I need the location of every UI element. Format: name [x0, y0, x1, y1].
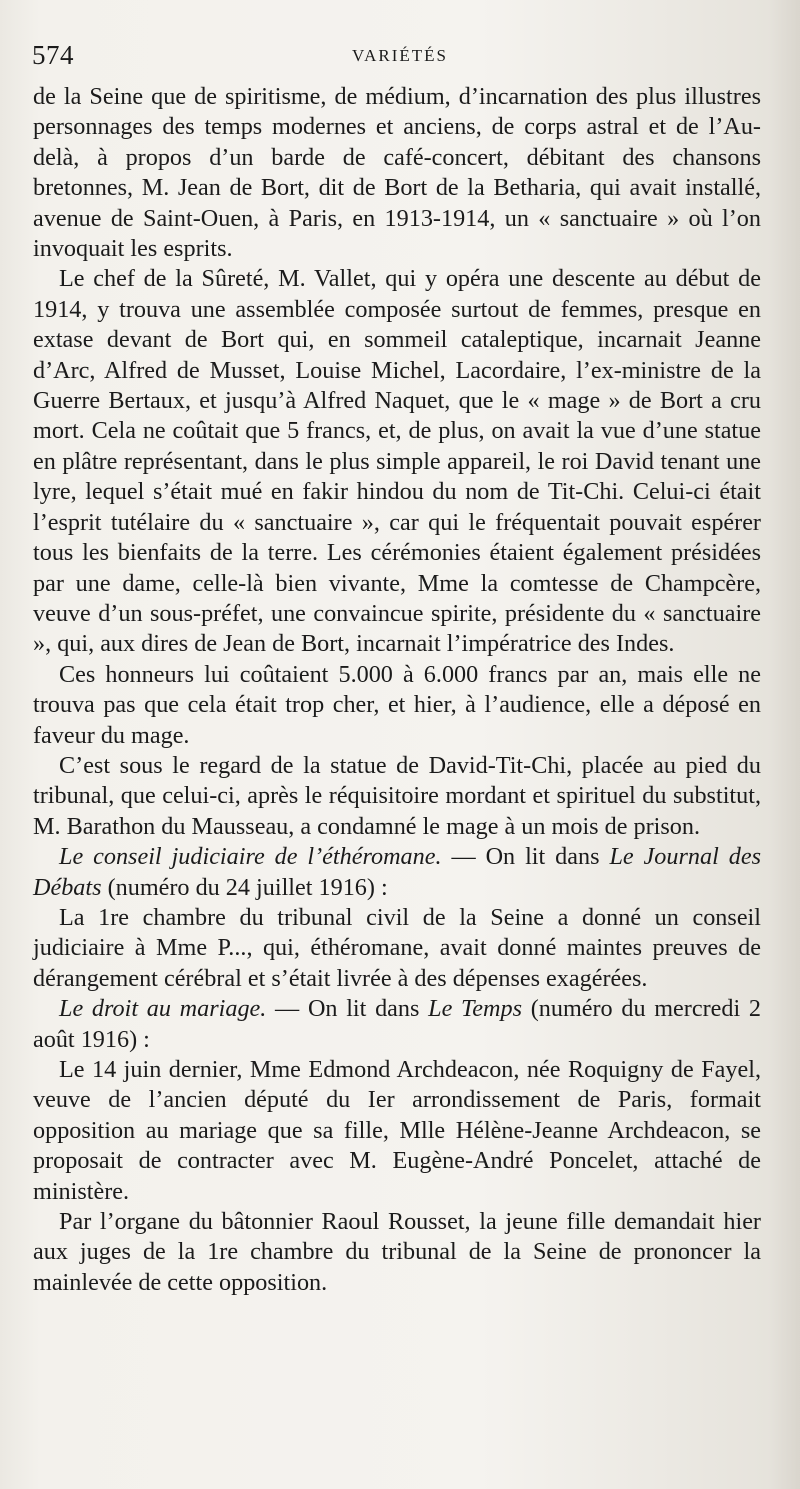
paragraph: [33, 660, 761, 751]
text-run: Le 14 juin dernier, Mme Edmond Archdeacon, née Roquigny de Fayel, veuve de l’ancien député du Ier arrondissement de Paris, formait opposition au mariage que sa fille, Mlle Hélène-Jeanne Archdeacon, se proposait de contracter avec M. Eugène-André Poncelet, attaché de ministère.: [33, 1056, 761, 1205]
text-run: — On lit dans: [441, 843, 610, 871]
text-run: (numéro du 24 juillet 1916) :: [101, 873, 388, 901]
page-number: 574: [32, 40, 74, 70]
paragraph: [33, 903, 761, 994]
paragraph: [33, 1055, 761, 1207]
running-head: VARIÉTÉS: [352, 46, 448, 65]
text-run: La 1re chambre du tribunal civil de la Seine a donné un conseil judiciaire à Mme P..., qui, éthéromane, avait donné maintes preuves de dérangement cérébral et s’était livrée à des dépenses exagérées.: [33, 903, 761, 992]
paragraph: [33, 751, 761, 842]
paragraph: [33, 842, 761, 903]
paragraph: [33, 1207, 761, 1298]
page-header: [32, 40, 757, 76]
paragraph: [33, 264, 761, 659]
newspaper-title: Le Temps: [428, 995, 522, 1023]
text-run: (numéro du mercredi 2 août 1916) :: [33, 995, 761, 1053]
text-run: Le chef de la Sûreté, M. Vallet, qui y opéra une descente au début de 1914, y trouva une assemblée composée surtout de femmes, presque en extase devant de Bort qui, en sommeil cataleptique, incarnait Jeanne d’Arc, Alfred de Musset, Louise Michel, Lacordaire, l’ex-ministre de la Guerre Bertaux, et jusqu’à Alfred Naquet, que le « mage » de Bort a cru mort. Cela ne coûtait que 5 francs, et, de plus, on avait la vue d’une statue en plâtre représentant, dans le plus simple appareil, le roi David tenant une lyre, lequel s’était mué en fakir hindou du nom de Tit-Chi. Celui-ci était l’esprit tutélaire du « sanctuaire », car qui le fréquentait pouvait espérer tous les bienfaits de la terre. Les cérémonies étaient également présidées par une dame, celle-là bien vivante, Mme la comtesse de Champcère, veuve d’un sous-préfet, une convaincue spirite, présidente du « sanctuaire », qui, aux dires de Jean de Bort, incarnait l’impératrice des Indes.: [33, 265, 761, 658]
text-run: de la Seine que de spiritisme, de médium, d’incarnation des plus illustres personnages des temps modernes et anciens, de corps astral et de l’Au-delà, à propos d’un barde de café-concert, débitant des chansons bretonnes, M. Jean de Bort, dit de Bort de la Betharia, qui avait installé, avenue de Saint-Ouen, à Paris, en 1913-1914, un « sanctuaire » où l’on invoquait les esprits.: [33, 83, 761, 263]
paragraph: [33, 994, 761, 1055]
paragraph: [33, 82, 761, 264]
text-run: — On lit dans: [266, 995, 429, 1023]
section-title: Le conseil judiciaire de l’éthéromane.: [59, 843, 442, 871]
section-title: Le droit au mariage.: [59, 995, 267, 1023]
text-run: Ces honneurs lui coûtaient 5.000 à 6.000 francs par an, mais elle ne trouva pas que cela était trop cher, et hier, à l’audience, elle a déposé en faveur du mage.: [33, 660, 761, 749]
text-run: C’est sous le regard de la statue de David-Tit-Chi, placée au pied du tribunal, que celui-ci, après le réquisitoire mordant et spirituel du substitut, M. Barathon du Mausseau, a condamné le mage à un mois de prison.: [33, 751, 761, 840]
newspaper-title: Le Journal des Débats: [33, 843, 761, 901]
body-text: [33, 82, 761, 1298]
text-run: Par l’organe du bâtonnier Raoul Rousset, la jeune fille demandait hier aux juges de la 1re chambre du tribunal de la Seine de prononcer la mainlevée de cette opposition.: [33, 1208, 761, 1296]
